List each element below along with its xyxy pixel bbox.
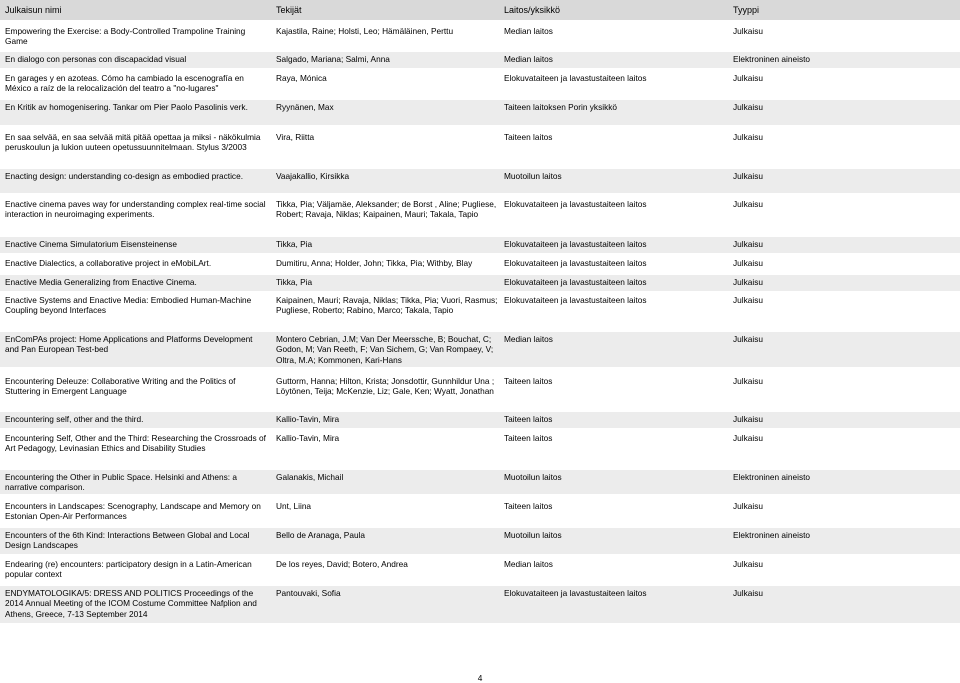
cell-authors: Kajastila, Raine; Holsti, Leo; Hämäläinen, Perttu [276,26,454,36]
table-row [0,52,960,68]
header-type: Tyyppi [733,5,760,15]
cell-unit: Median laitos [504,559,553,569]
cell-type: Julkaisu [733,26,763,36]
cell-authors: Kallio-Tavin, Mira [276,433,340,443]
cell-title: En Kritik av homogenisering. Tankar om Pier Paolo Pasolinis verk. [5,102,248,112]
cell-authors: Montero Cebrian, J.M; Van Der Meerssche, B; Bouchat, C; Godon, M; Van Reeth, F; Van Sichem, G; Van Rompaey, V; Oltra, M.A; Kommonen, Kari-Hans [276,334,494,365]
table-row [0,374,960,409]
cell-authors: Tikka, Pia; Väljamäe, Aleksander; de Borst , Aline; Pugliese, Robert; Ravaja, Niklas; Kaipainen, Mauri; Takala, Tapio [276,199,497,220]
table-row [0,256,960,272]
cell-title: Enacting design: understanding co-design as embodied practice. [5,171,243,181]
cell-unit: Muotoilun laitos [504,530,562,540]
cell-title: Encounters in Landscapes: Scenography, Landscape and Memory on Estonian Open-Air Performances [5,501,261,522]
cell-type: Julkaisu [733,295,763,305]
table-row [0,470,960,494]
cell-title: Enactive Dialectics, a collaborative project in eMobiLArt. [5,258,212,268]
table-row [0,237,960,253]
cell-authors: Pantouvaki, Sofia [276,588,341,598]
table-row [0,275,960,291]
cell-type: Julkaisu [733,73,763,83]
cell-unit: Elokuvataiteen ja lavastustaiteen laitos [504,588,647,598]
cell-title: Endearing (re) encounters: participatory design in a Latin-American popular context [5,559,252,580]
cell-unit: Elokuvataiteen ja lavastustaiteen laitos [504,277,647,287]
cell-type: Julkaisu [733,376,763,386]
cell-authors: Tikka, Pia [276,277,313,287]
cell-type: Julkaisu [733,239,763,249]
cell-type: Julkaisu [733,559,763,569]
cell-title: EnComPAs project: Home Applications and Platforms Development and Pan European Test-bed [5,334,253,355]
cell-title: Encountering the Other in Public Space. Helsinki and Athens: a narrative comparison. [5,472,237,493]
table-row [0,431,960,466]
cell-unit: Taiteen laitos [504,433,553,443]
cell-title: Enactive Systems and Enactive Media: Embodied Human-Machine Coupling beyond Interfaces [5,295,252,316]
cell-type: Julkaisu [733,102,763,112]
header-unit: Laitos/yksikkö [504,5,561,15]
cell-unit: Muotoilun laitos [504,472,562,482]
cell-title: En garages y en azoteas. Cómo ha cambiado la escenografía en México a raíz de la relocalización del teatro a "no-lugares" [5,73,244,94]
table-row [0,293,960,328]
table-row [0,528,960,554]
cell-type: Julkaisu [733,334,763,344]
cell-unit: Elokuvataiteen ja lavastustaiteen laitos [504,199,647,209]
cell-unit: Elokuvataiteen ja lavastustaiteen laitos [504,239,647,249]
cell-type: Elektroninen aineisto [733,530,811,540]
cell-authors: Vaajakallio, Kirsikka [276,171,350,181]
table-row [0,71,960,97]
cell-type: Julkaisu [733,433,763,443]
cell-authors: Guttorm, Hanna; Hilton, Krista; Jonsdottir, Gunnhildur Una ; Löytönen, Teija; McKenzie, Liz; Gale, Ken; Wyatt, Jonathan [276,376,495,397]
cell-authors: Salgado, Mariana; Salmi, Anna [276,54,390,64]
cell-unit: Taiteen laitos [504,501,553,511]
cell-authors: Unt, Liina [276,501,312,511]
cell-authors: Vira, Riitta [276,132,315,142]
header-title: Julkaisun nimi [5,5,62,15]
cell-unit: Median laitos [504,54,553,64]
cell-title: En saa selvää, en saa selvää mitä pitää opettaa ja miksi - näkökulmia peruskoulun ja lukion uuteen opetussuunnitelmaan. Stylus 3/2003 [5,132,261,153]
table-row [0,24,960,50]
cell-unit: Elokuvataiteen ja lavastustaiteen laitos [504,73,647,83]
table-row [0,557,960,584]
cell-unit: Median laitos [504,26,553,36]
cell-title: Encounters of the 6th Kind: Interactions Between Global and Local Design Landscapes [5,530,250,551]
cell-title: En dialogo con personas con discapacidad visual [5,54,187,64]
cell-authors: Tikka, Pia [276,239,313,249]
cell-unit: Elokuvataiteen ja lavastustaiteen laitos [504,295,647,305]
cell-authors: Ryynänen, Max [276,102,334,112]
table-header [0,0,960,20]
cell-authors: Dumitiru, Anna; Holder, John; Tikka, Pia; Withby, Blay [276,258,473,268]
cell-unit: Taiteen laitoksen Porin yksikkö [504,102,617,112]
cell-unit: Taiteen laitos [504,414,553,424]
cell-type: Julkaisu [733,277,763,287]
cell-unit: Muotoilun laitos [504,171,562,181]
table-row [0,130,960,165]
cell-authors: Kaipainen, Mauri; Ravaja, Niklas; Tikka, Pia; Vuori, Rasmus; Pugliese, Roberto; Rabino, Marco; Takala, Tapio [276,295,498,316]
cell-unit: Median laitos [504,334,553,344]
table-row [0,586,960,623]
table-row [0,412,960,428]
cell-type: Julkaisu [733,501,763,511]
table-row [0,499,960,524]
table-row [0,100,960,125]
cell-type: Julkaisu [733,414,763,424]
cell-type: Julkaisu [733,258,763,268]
cell-title: Empowering the Exercise: a Body-Controlled Trampoline Training Game [5,26,246,47]
cell-title: Encountering Self, Other and the Third: Researching the Crossroads of Art Pedagogy, Levinasian Ethics and Disability Studies [5,433,266,454]
table-row [0,197,960,235]
cell-type: Julkaisu [733,588,763,598]
table-row [0,332,960,367]
cell-title: Enactive Cinema Simulatorium Eisensteinense [5,239,178,249]
cell-unit: Taiteen laitos [504,132,553,142]
cell-type: Julkaisu [733,199,763,209]
header-authors: Tekijät [276,5,302,15]
cell-authors: Bello de Aranaga, Paula [276,530,366,540]
table-row [0,169,960,193]
cell-title: Enactive cinema paves way for understanding complex real-time social interaction in neuroimaging experiments. [5,199,266,220]
cell-authors: De los reyes, David; Botero, Andrea [276,559,408,569]
cell-title: Encountering self, other and the third. [5,414,144,424]
cell-type: Julkaisu [733,171,763,181]
page-number: 4 [477,673,483,683]
cell-unit: Taiteen laitos [504,376,553,386]
cell-type: Elektroninen aineisto [733,472,811,482]
cell-unit: Elokuvataiteen ja lavastustaiteen laitos [504,258,647,268]
cell-authors: Kallio-Tavin, Mira [276,414,340,424]
cell-title: Enactive Media Generalizing from Enactive Cinema. [5,277,197,287]
cell-type: Julkaisu [733,132,763,142]
cell-title: ENDYMATOLOGIKA/5: DRESS AND POLITICS Proceedings of the 2014 Annual Meeting of the ICOM Costume Committee Nafplion and Athens, Greece, 7-13 September 2014 [5,588,257,619]
cell-type: Elektroninen aineisto [733,54,811,64]
cell-authors: Raya, Mónica [276,73,327,83]
cell-title: Encountering Deleuze: Collaborative Writing and the Politics of Stuttering in Emergent Language [5,376,236,397]
cell-authors: Galanakis, Michail [276,472,344,482]
